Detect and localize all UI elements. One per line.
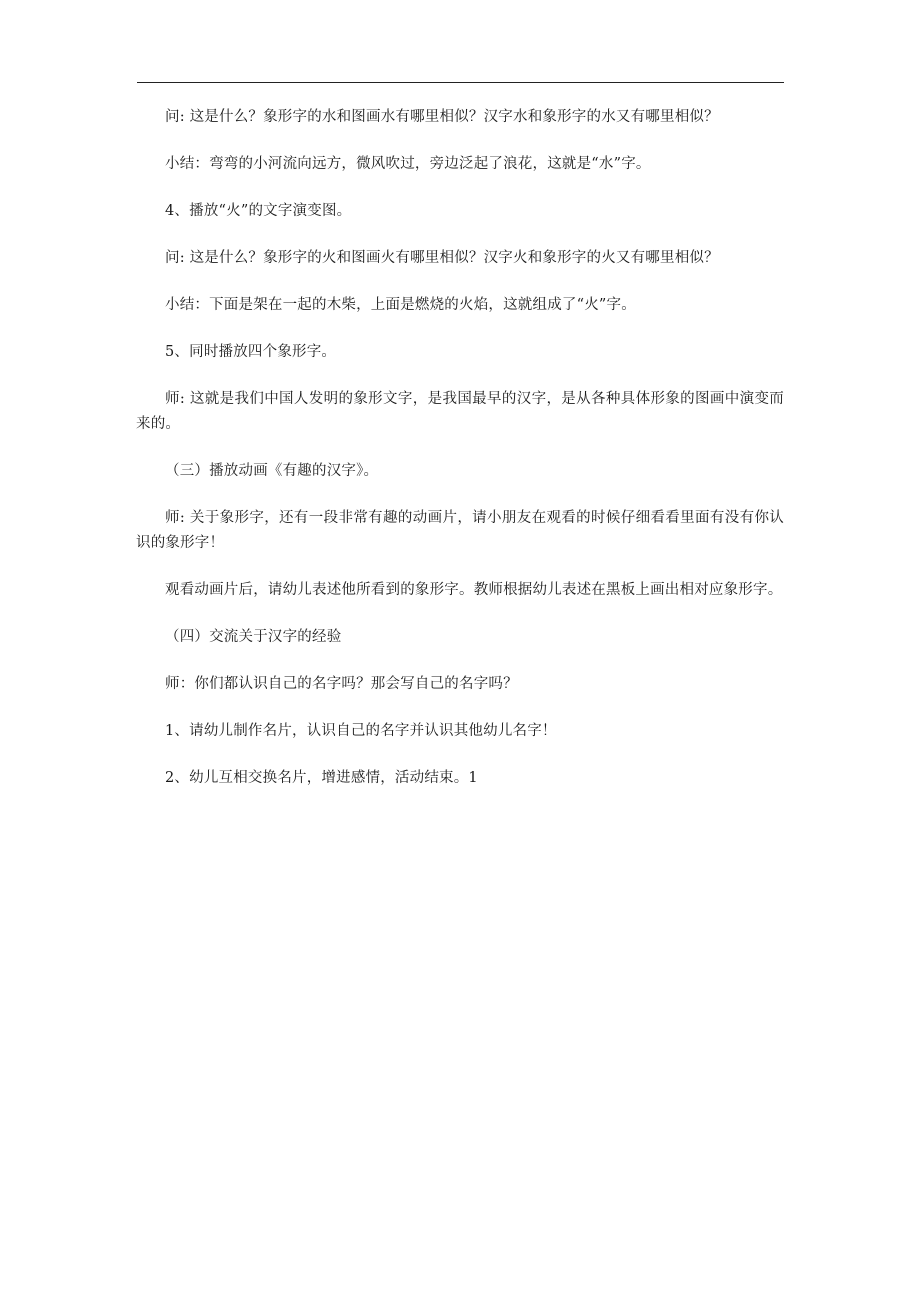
paragraph-12: 师：你们都认识自己的名字吗？那会写自己的名字吗？ (165, 676, 518, 692)
paragraph-8: （三）播放动画《有趣的汉字》。 (165, 463, 379, 479)
paragraph-1: 问: 这是什么？象形字的水和图画水有哪里相似？汉字水和象形字的水又有哪里相似？ (165, 109, 719, 125)
paragraph-4: 问: 这是什么？象形字的火和图画火有哪里相似？汉字火和象形字的火又有哪里相似？ (165, 250, 719, 266)
paragraph-2: 小结：弯弯的小河流向远方，微风吹过，旁边泛起了浪花，这就是“水”字。 (165, 156, 651, 172)
paragraph-11: （四）交流关于汉字的经验 (165, 629, 342, 645)
paragraph-10: 观看动画片后，请幼儿表述他所看到的象形字。教师根据幼儿表述在黑板上画出相对应象形字。 (165, 582, 783, 598)
paragraph-14: 2、幼儿互相交换名片，增进感情，活动结束。1 (165, 770, 478, 786)
header-rule (137, 82, 784, 83)
paragraph-3: 4、播放“火”的文字演变图。 (165, 203, 352, 219)
paragraph-5: 小结：下面是架在一起的木柴，上面是燃烧的火焰，这就组成了“火”字。 (165, 297, 636, 313)
paragraph-7: 师: 这就是我们中国人发明的象形文字，是我国最早的汉字，是从各种具体形象的图画中演变而来的。 (136, 391, 784, 432)
paragraph-9: 师: 关于象形字，还有一段非常有趣的动画片，请小朋友在观看的时候仔细看看里面有没有你认识的象形字！ (136, 510, 784, 551)
paragraph-6: 5、同时播放四个象形字。 (165, 344, 337, 360)
paragraph-13: 1、请幼儿制作名片，认识自己的名字并认识其他幼儿名字！ (165, 723, 557, 739)
document-body (136, 105, 784, 813)
